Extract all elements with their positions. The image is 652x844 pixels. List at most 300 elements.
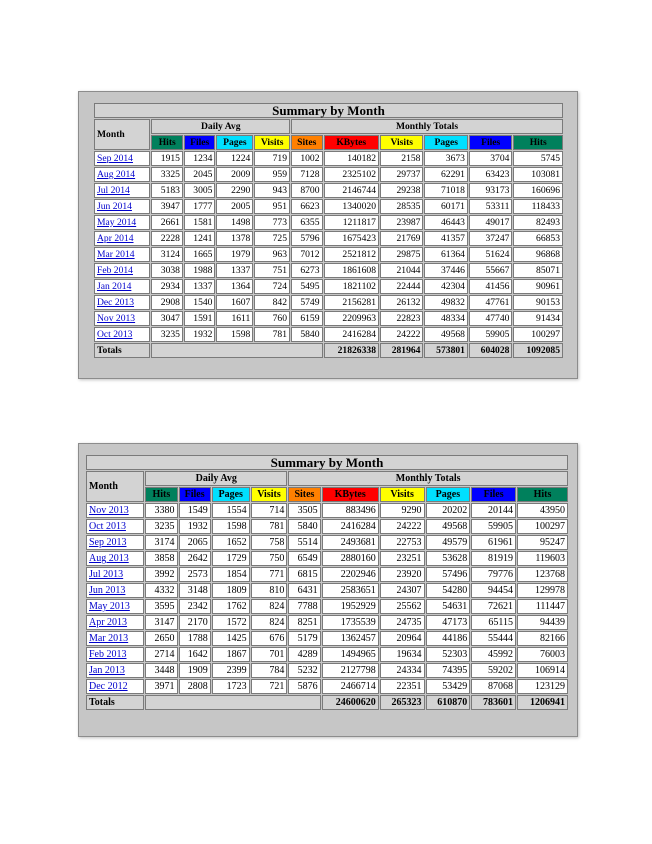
files-value: 1777: [184, 199, 215, 214]
t-files-value: 47740: [469, 311, 512, 326]
total-visits-value: 281964: [380, 343, 423, 358]
visits-value: 781: [251, 519, 288, 534]
pages-value: 1598: [216, 327, 253, 342]
t-hits-value: 82493: [513, 215, 563, 230]
files-value: 1234: [184, 151, 215, 166]
t-hits-value: 43950: [517, 503, 568, 518]
t-files-value: 20144: [471, 503, 516, 518]
files-value: 2642: [179, 551, 211, 566]
month-link[interactable]: Jul 2014: [97, 185, 130, 196]
sites-value: 6549: [288, 551, 320, 566]
visits-value: 963: [254, 247, 290, 262]
month-link[interactable]: Jul 2013: [89, 569, 124, 580]
hits-value: 2661: [151, 215, 182, 230]
t-visits-value: 22444: [380, 279, 423, 294]
month-link[interactable]: Aug 2013: [89, 553, 129, 564]
month-link[interactable]: Feb 2014: [97, 265, 133, 276]
sites-value: 5876: [288, 679, 320, 694]
table-row: [86, 615, 568, 630]
table-row: [94, 279, 563, 294]
total-kbytes-value: 21826338: [324, 343, 379, 358]
totals-blank: [145, 695, 320, 710]
t-visits-value: 21769: [380, 231, 423, 246]
visits-value: 676: [251, 631, 288, 646]
hits-value: 3235: [151, 327, 182, 342]
daily-files-header: Files: [184, 135, 215, 150]
table-title: Summary by Month: [94, 103, 563, 118]
table-row: [94, 231, 563, 246]
visits-value: 760: [254, 311, 290, 326]
files-value: 1549: [179, 503, 211, 518]
month-cell: [94, 183, 150, 198]
monthly-totals-header: Monthly Totals: [291, 119, 563, 134]
table-row: [94, 247, 563, 262]
t-visits-value: 29875: [380, 247, 423, 262]
month-cell: [86, 535, 144, 550]
t-pages-value: 44186: [426, 631, 471, 646]
sites-value: 5179: [288, 631, 320, 646]
t-visits-value: 23251: [380, 551, 425, 566]
month-link[interactable]: Mar 2013: [89, 633, 129, 644]
t-hits-value: 85071: [513, 263, 563, 278]
t-visits-value: 2158: [380, 151, 423, 166]
files-value: 2065: [179, 535, 211, 550]
kbytes-value: 1675423: [324, 231, 379, 246]
kbytes-value: 1952929: [322, 599, 379, 614]
t-files-value: 51624: [469, 247, 512, 262]
files-value: 1788: [179, 631, 211, 646]
month-cell: [86, 679, 144, 694]
totals-label: Totals: [94, 343, 150, 358]
month-link[interactable]: Nov 2013: [89, 505, 129, 516]
table-row: [86, 519, 568, 534]
hits-value: 2650: [145, 631, 177, 646]
pages-value: 1854: [212, 567, 250, 582]
hits-value: 3124: [151, 247, 182, 262]
monthly-visits-header: Visits: [380, 487, 425, 502]
pages-value: 1979: [216, 247, 253, 262]
monthly-files-header: Files: [471, 487, 516, 502]
month-cell: [94, 247, 150, 262]
t-visits-value: 24334: [380, 663, 425, 678]
t-files-value: 65115: [471, 615, 516, 630]
t-files-value: 37247: [469, 231, 512, 246]
visits-value: 721: [251, 679, 288, 694]
totals-label: Totals: [86, 695, 144, 710]
table-row: [94, 295, 563, 310]
pages-value: 1572: [212, 615, 250, 630]
kbytes-value: 1362457: [322, 631, 379, 646]
month-link[interactable]: Sep 2014: [97, 153, 133, 164]
monthly-pages-header: Pages: [426, 487, 471, 502]
t-pages-value: 48334: [424, 311, 467, 326]
t-hits-value: 129978: [517, 583, 568, 598]
t-files-value: 59202: [471, 663, 516, 678]
sites-value: 4289: [288, 647, 320, 662]
t-visits-value: 23987: [380, 215, 423, 230]
month-link[interactable]: Apr 2013: [89, 617, 128, 628]
month-cell: [94, 295, 150, 310]
month-column-header: Month: [86, 471, 144, 502]
t-pages-value: 60171: [424, 199, 467, 214]
month-link[interactable]: Feb 2013: [89, 649, 127, 660]
summary-table: [85, 454, 569, 711]
month-cell: [86, 647, 144, 662]
kbytes-value: 2521812: [324, 247, 379, 262]
files-value: 1988: [184, 263, 215, 278]
sites-value: 5514: [288, 535, 320, 550]
table-row: [86, 583, 568, 598]
t-hits-value: 123768: [517, 567, 568, 582]
month-link[interactable]: Jun 2013: [89, 585, 126, 596]
kbytes-value: 2146744: [324, 183, 379, 198]
pages-value: 1498: [216, 215, 253, 230]
hits-value: 2934: [151, 279, 182, 294]
month-cell: [94, 279, 150, 294]
pages-value: 1425: [212, 631, 250, 646]
t-hits-value: 106914: [517, 663, 568, 678]
t-pages-value: 42304: [424, 279, 467, 294]
t-files-value: 72621: [471, 599, 516, 614]
month-link[interactable]: May 2014: [97, 217, 137, 228]
t-files-value: 45992: [471, 647, 516, 662]
monthly-kbytes-header: KBytes: [324, 135, 379, 150]
daily-files-header: Files: [179, 487, 211, 502]
t-pages-value: 3673: [424, 151, 467, 166]
t-visits-value: 23920: [380, 567, 425, 582]
month-link[interactable]: Jan 2013: [89, 665, 125, 676]
t-hits-value: 76003: [517, 647, 568, 662]
total-kbytes-value: 24600620: [322, 695, 379, 710]
month-link[interactable]: Oct 2013: [97, 329, 133, 340]
table-row: [94, 311, 563, 326]
t-visits-value: 22823: [380, 311, 423, 326]
pages-value: 1337: [216, 263, 253, 278]
sites-value: 5749: [291, 295, 322, 310]
pages-value: 1598: [212, 519, 250, 534]
t-visits-value: 21044: [380, 263, 423, 278]
pages-value: 1762: [212, 599, 250, 614]
t-files-value: 53311: [469, 199, 512, 214]
month-cell: [86, 503, 144, 518]
kbytes-value: 1821102: [324, 279, 379, 294]
month-cell: [94, 311, 150, 326]
hits-value: 4332: [145, 583, 177, 598]
month-cell: [94, 167, 150, 182]
table-title: Summary by Month: [86, 455, 568, 470]
table-row: [86, 599, 568, 614]
total-visits-value: 265323: [380, 695, 425, 710]
sites-value: 6623: [291, 199, 322, 214]
table-row: [94, 199, 563, 214]
t-pages-value: 52303: [426, 647, 471, 662]
month-link[interactable]: May 2013: [89, 601, 130, 612]
t-hits-value: 95247: [517, 535, 568, 550]
visits-value: 724: [254, 279, 290, 294]
files-value: 2808: [179, 679, 211, 694]
t-files-value: 79776: [471, 567, 516, 582]
t-hits-value: 100297: [513, 327, 563, 342]
t-files-value: 41456: [469, 279, 512, 294]
files-value: 2342: [179, 599, 211, 614]
pages-value: 1607: [216, 295, 253, 310]
table-row: [94, 327, 563, 342]
files-value: 2170: [179, 615, 211, 630]
sites-value: 8251: [288, 615, 320, 630]
month-link[interactable]: Jan 2014: [97, 281, 132, 292]
total-files-value: 783601: [471, 695, 516, 710]
t-files-value: 49017: [469, 215, 512, 230]
month-cell: [86, 599, 144, 614]
month-link[interactable]: Aug 2014: [97, 169, 136, 180]
t-files-value: 61961: [471, 535, 516, 550]
kbytes-value: 2583651: [322, 583, 379, 598]
totals-row: [94, 343, 563, 358]
table-row: [94, 151, 563, 166]
daily-pages-header: Pages: [216, 135, 253, 150]
t-hits-value: 94439: [517, 615, 568, 630]
pages-value: 1723: [212, 679, 250, 694]
hits-value: 3858: [145, 551, 177, 566]
visits-value: 725: [254, 231, 290, 246]
hits-value: 3595: [145, 599, 177, 614]
files-value: 1932: [184, 327, 215, 342]
files-value: 1591: [184, 311, 215, 326]
sites-value: 7788: [288, 599, 320, 614]
visits-value: 758: [251, 535, 288, 550]
visits-value: 714: [251, 503, 288, 518]
total-pages-value: 610870: [426, 695, 471, 710]
pages-value: 2009: [216, 167, 253, 182]
daily-avg-header: Daily Avg: [151, 119, 290, 134]
visits-value: 719: [254, 151, 290, 166]
visits-value: 750: [251, 551, 288, 566]
hits-value: 1915: [151, 151, 182, 166]
t-pages-value: 61364: [424, 247, 467, 262]
t-hits-value: 119603: [517, 551, 568, 566]
sites-value: 6355: [291, 215, 322, 230]
t-hits-value: 90153: [513, 295, 563, 310]
sites-value: 5232: [288, 663, 320, 678]
t-files-value: 63423: [469, 167, 512, 182]
table-row: [86, 551, 568, 566]
kbytes-value: 2416284: [322, 519, 379, 534]
sites-value: 5840: [288, 519, 320, 534]
table-row: [86, 663, 568, 678]
pages-value: 2005: [216, 199, 253, 214]
kbytes-value: 1735539: [322, 615, 379, 630]
t-visits-value: 25562: [380, 599, 425, 614]
t-hits-value: 66853: [513, 231, 563, 246]
hits-value: 3174: [145, 535, 177, 550]
hits-value: 3947: [151, 199, 182, 214]
hits-value: 3971: [145, 679, 177, 694]
t-hits-value: 103081: [513, 167, 563, 182]
pages-value: 1364: [216, 279, 253, 294]
t-hits-value: 123129: [517, 679, 568, 694]
month-cell: [94, 151, 150, 166]
t-files-value: 93173: [469, 183, 512, 198]
daily-avg-header: Daily Avg: [145, 471, 287, 486]
sites-value: 8700: [291, 183, 322, 198]
month-cell: [86, 583, 144, 598]
hits-value: 3038: [151, 263, 182, 278]
kbytes-value: 883496: [322, 503, 379, 518]
hits-value: 3992: [145, 567, 177, 582]
visits-value: 951: [254, 199, 290, 214]
t-visits-value: 22753: [380, 535, 425, 550]
table-row: [86, 535, 568, 550]
t-visits-value: 22351: [380, 679, 425, 694]
t-visits-value: 20964: [380, 631, 425, 646]
t-pages-value: 54631: [426, 599, 471, 614]
t-hits-value: 160696: [513, 183, 563, 198]
pages-value: 2290: [216, 183, 253, 198]
month-link[interactable]: Nov 2013: [97, 313, 136, 324]
month-link[interactable]: Sep 2013: [89, 537, 127, 548]
month-cell: [94, 263, 150, 278]
t-visits-value: 24735: [380, 615, 425, 630]
month-link[interactable]: Oct 2013: [89, 521, 126, 532]
t-pages-value: 54280: [426, 583, 471, 598]
daily-visits-header: Visits: [251, 487, 288, 502]
t-files-value: 3704: [469, 151, 512, 166]
month-cell: [94, 215, 150, 230]
total-hits-value: 1092085: [513, 343, 563, 358]
daily-pages-header: Pages: [212, 487, 250, 502]
pages-value: 1611: [216, 311, 253, 326]
total-pages-value: 573801: [424, 343, 467, 358]
hits-value: 3147: [145, 615, 177, 630]
files-value: 1909: [179, 663, 211, 678]
monthly-pages-header: Pages: [424, 135, 467, 150]
t-visits-value: 29238: [380, 183, 423, 198]
hits-value: 3448: [145, 663, 177, 678]
total-hits-value: 1206941: [517, 695, 568, 710]
t-pages-value: 41357: [424, 231, 467, 246]
t-visits-value: 28535: [380, 199, 423, 214]
summary-panel-2014: [78, 91, 578, 379]
visits-value: 842: [254, 295, 290, 310]
sites-value: 7012: [291, 247, 322, 262]
files-value: 1665: [184, 247, 215, 262]
visits-value: 943: [254, 183, 290, 198]
month-cell: [94, 199, 150, 214]
table-row: [94, 183, 563, 198]
total-files-value: 604028: [469, 343, 512, 358]
t-visits-value: 9290: [380, 503, 425, 518]
t-files-value: 59905: [469, 327, 512, 342]
monthly-sites-header: Sites: [291, 135, 322, 150]
pages-value: 1809: [212, 583, 250, 598]
t-visits-value: 24222: [380, 327, 423, 342]
month-link[interactable]: Dec 2012: [89, 681, 128, 692]
t-files-value: 55667: [469, 263, 512, 278]
pages-value: 1224: [216, 151, 253, 166]
t-pages-value: 71018: [424, 183, 467, 198]
totals-row: [86, 695, 568, 710]
files-value: 3148: [179, 583, 211, 598]
monthly-hits-header: Hits: [517, 487, 568, 502]
sites-value: 6273: [291, 263, 322, 278]
pages-value: 1378: [216, 231, 253, 246]
sites-value: 5840: [291, 327, 322, 342]
t-files-value: 94454: [471, 583, 516, 598]
visits-value: 771: [251, 567, 288, 582]
t-hits-value: 91434: [513, 311, 563, 326]
kbytes-value: 1340020: [324, 199, 379, 214]
t-visits-value: 29737: [380, 167, 423, 182]
month-link[interactable]: Apr 2014: [97, 233, 134, 244]
month-cell: [94, 327, 150, 342]
pages-value: 1652: [212, 535, 250, 550]
monthly-visits-header: Visits: [380, 135, 423, 150]
files-value: 1642: [179, 647, 211, 662]
t-pages-value: 53429: [426, 679, 471, 694]
hits-value: 2228: [151, 231, 182, 246]
t-files-value: 55444: [471, 631, 516, 646]
sites-value: 6431: [288, 583, 320, 598]
files-value: 3005: [184, 183, 215, 198]
summary-table: [93, 102, 564, 359]
kbytes-value: 2493681: [322, 535, 379, 550]
t-pages-value: 74395: [426, 663, 471, 678]
t-pages-value: 47173: [426, 615, 471, 630]
month-cell: [86, 567, 144, 582]
sites-value: 1002: [291, 151, 322, 166]
t-pages-value: 20202: [426, 503, 471, 518]
month-cell: [86, 663, 144, 678]
month-link[interactable]: Mar 2014: [97, 249, 135, 260]
summary-panel-2013: [78, 443, 578, 737]
table-row: [86, 647, 568, 662]
t-pages-value: 53628: [426, 551, 471, 566]
t-visits-value: 24222: [380, 519, 425, 534]
monthly-totals-header: Monthly Totals: [288, 471, 568, 486]
pages-value: 1554: [212, 503, 250, 518]
month-cell: [86, 615, 144, 630]
pages-value: 1729: [212, 551, 250, 566]
month-link[interactable]: Dec 2013: [97, 297, 135, 308]
kbytes-value: 1494965: [322, 647, 379, 662]
t-visits-value: 24307: [380, 583, 425, 598]
kbytes-value: 1861608: [324, 263, 379, 278]
visits-value: 959: [254, 167, 290, 182]
sites-value: 7128: [291, 167, 322, 182]
files-value: 2045: [184, 167, 215, 182]
pages-value: 2399: [212, 663, 250, 678]
month-cell: [86, 631, 144, 646]
t-visits-value: 26132: [380, 295, 423, 310]
month-column-header: Month: [94, 119, 150, 150]
kbytes-value: 2416284: [324, 327, 379, 342]
daily-visits-header: Visits: [254, 135, 290, 150]
t-visits-value: 19634: [380, 647, 425, 662]
t-pages-value: 49579: [426, 535, 471, 550]
t-pages-value: 37446: [424, 263, 467, 278]
sites-value: 6159: [291, 311, 322, 326]
table-row: [94, 167, 563, 182]
t-pages-value: 49832: [424, 295, 467, 310]
hits-value: 3380: [145, 503, 177, 518]
t-pages-value: 62291: [424, 167, 467, 182]
visits-value: 824: [251, 599, 288, 614]
month-link[interactable]: Jun 2014: [97, 201, 132, 212]
files-value: 1581: [184, 215, 215, 230]
table-row: [94, 263, 563, 278]
visits-value: 784: [251, 663, 288, 678]
t-hits-value: 111447: [517, 599, 568, 614]
